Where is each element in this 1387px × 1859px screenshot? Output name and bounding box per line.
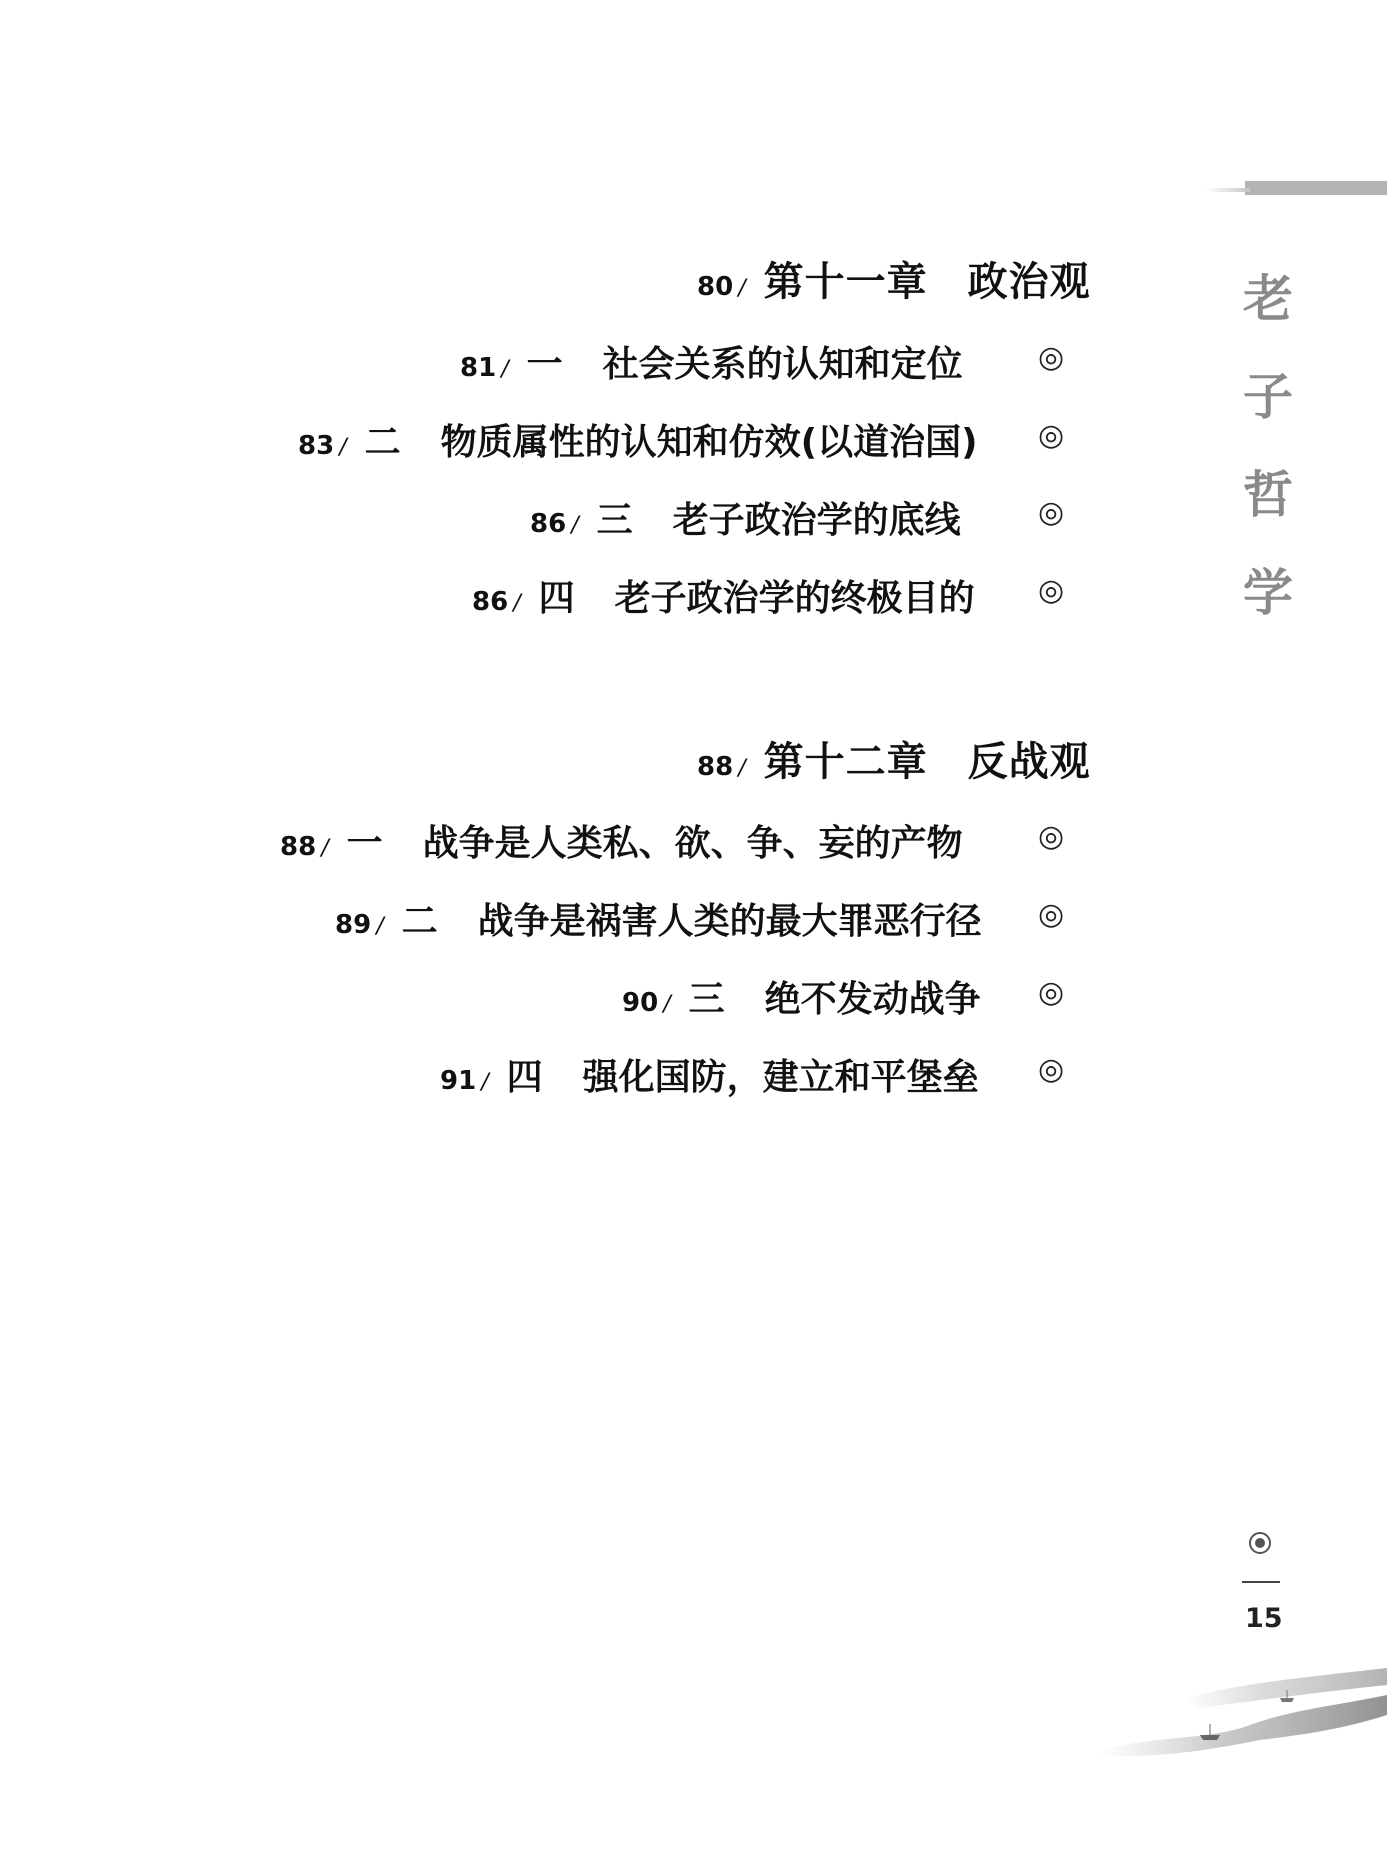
book-title-char: 子 xyxy=(1243,367,1293,426)
slash: / xyxy=(663,992,671,1017)
book-title-char: 学 xyxy=(1243,563,1293,622)
section-mark-icon: ◎ xyxy=(1038,418,1065,453)
footer-rule xyxy=(1242,1581,1280,1583)
ink-wash-landscape-icon xyxy=(1080,1640,1387,1770)
book-title-char: 老 xyxy=(1243,269,1293,328)
slash: / xyxy=(571,513,579,538)
slash: / xyxy=(738,276,746,301)
section-index: 二 xyxy=(401,901,438,942)
section-page-number: 89 xyxy=(335,910,372,940)
section-page-number: 81 xyxy=(460,353,497,383)
section-index: 三 xyxy=(688,979,725,1020)
page-number: 15 xyxy=(1245,1603,1283,1634)
section-page-number: 88 xyxy=(280,832,317,862)
slash: / xyxy=(738,756,746,781)
section-title: 战争是人类私、欲、争、妄的产物 xyxy=(422,823,963,864)
section-mark-icon: ◎ xyxy=(1038,897,1065,932)
chapter-index: 第十二章 xyxy=(763,739,928,785)
section-mark-icon: ◎ xyxy=(1038,495,1065,530)
slash: / xyxy=(481,1070,489,1095)
section-index: 三 xyxy=(596,500,633,541)
chapter-page-number: 80 xyxy=(697,272,734,302)
vertical-book-title xyxy=(1238,250,1298,642)
toc-section[interactable] xyxy=(440,1049,979,1100)
section-page-number: 86 xyxy=(530,509,567,539)
section-mark-icon: ◎ xyxy=(1038,1052,1065,1087)
section-page-number: 90 xyxy=(622,988,659,1018)
section-page-number: 83 xyxy=(298,431,335,461)
footer-circle-icon xyxy=(1249,1532,1271,1554)
section-index: 一 xyxy=(526,344,563,385)
section-mark-icon: ◎ xyxy=(1038,975,1065,1010)
toc-section[interactable] xyxy=(460,336,963,387)
slash: / xyxy=(513,591,521,616)
section-index: 二 xyxy=(364,422,401,463)
section-index: 一 xyxy=(346,823,383,864)
slash: / xyxy=(339,435,347,460)
chapter-title: 反战观 xyxy=(967,739,1091,785)
section-page-number: 86 xyxy=(472,587,509,617)
book-title-char: 哲 xyxy=(1243,465,1293,524)
toc-section[interactable] xyxy=(530,492,961,543)
section-title: 战争是祸害人类的最大罪恶行径 xyxy=(477,901,982,942)
section-mark-icon: ◎ xyxy=(1038,819,1065,854)
slash: / xyxy=(501,357,509,382)
toc-chapter[interactable] xyxy=(697,250,1091,307)
section-index: 四 xyxy=(506,1057,543,1098)
section-title: 老子政治学的底线 xyxy=(672,500,961,541)
header-band-fade xyxy=(1205,188,1250,192)
slash: / xyxy=(321,836,329,861)
section-title: 老子政治学的终极目的 xyxy=(614,578,975,619)
toc-section[interactable] xyxy=(280,815,963,866)
section-page-number: 91 xyxy=(440,1066,477,1096)
slash: / xyxy=(376,914,384,939)
section-mark-icon: ◎ xyxy=(1038,340,1065,375)
chapter-title: 政治观 xyxy=(967,259,1091,305)
section-title: 物质属性的认知和仿效(以道治国) xyxy=(440,422,978,463)
toc-section[interactable] xyxy=(472,570,975,621)
chapter-page-number: 88 xyxy=(697,752,734,782)
toc-section[interactable] xyxy=(298,414,978,465)
section-index: 四 xyxy=(538,578,575,619)
toc-section[interactable] xyxy=(335,893,982,944)
section-title: 强化国防，建立和平堡垒 xyxy=(582,1057,979,1098)
toc-chapter[interactable] xyxy=(697,730,1091,787)
section-title: 绝不发动战争 xyxy=(764,979,981,1020)
section-mark-icon: ◎ xyxy=(1038,573,1065,608)
header-band xyxy=(1245,181,1387,195)
section-title: 社会关系的认知和定位 xyxy=(602,344,963,385)
chapter-index: 第十一章 xyxy=(763,259,928,305)
toc-section[interactable] xyxy=(622,971,981,1022)
